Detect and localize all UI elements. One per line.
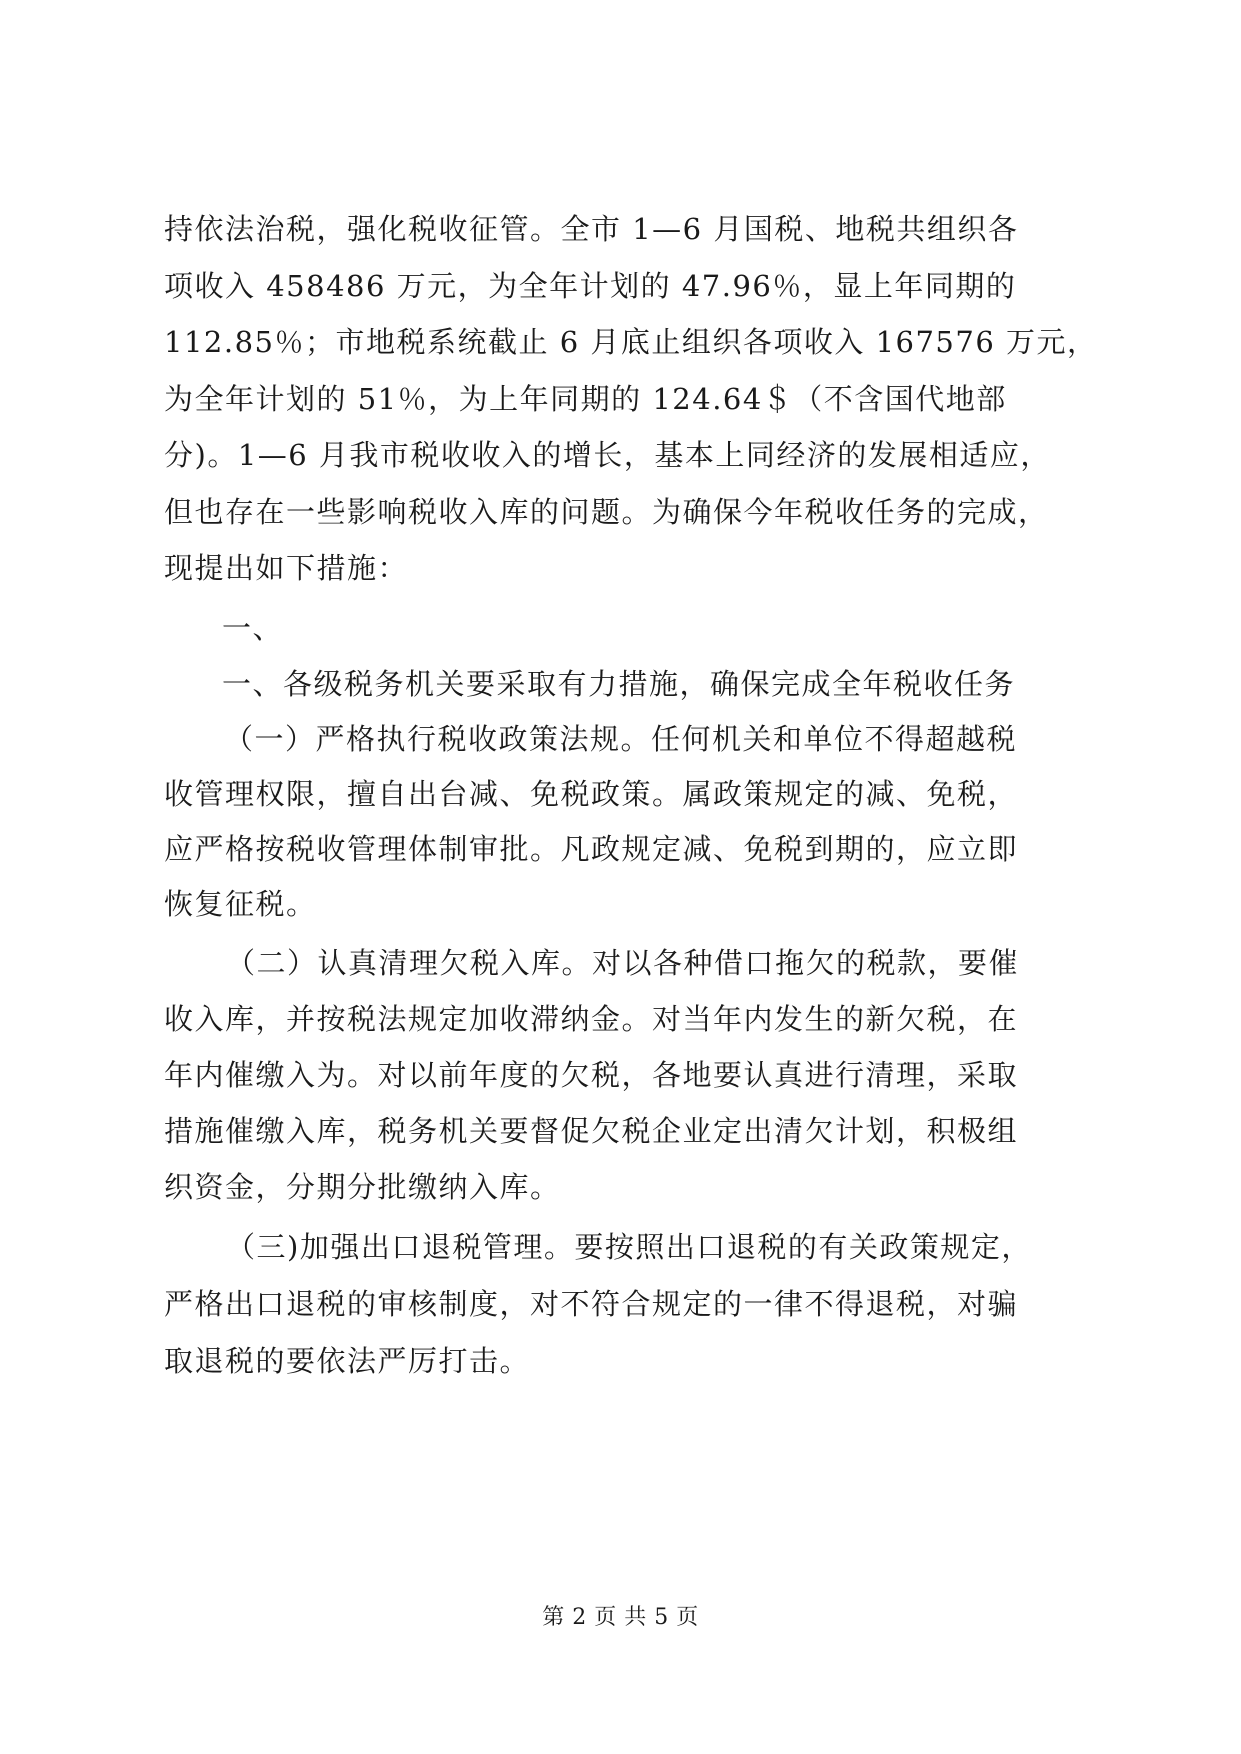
paragraph-line: 项收入 458486 万元，为全年计划的 47.96％，显上年同期的: [164, 269, 1017, 303]
paragraph-line: 收管理权限，擅自出台减、免税政策。属政策规定的减、免税，: [164, 777, 1019, 811]
paragraph-line: 织资金，分期分批缴纳入库。: [164, 1170, 561, 1204]
subsection-paragraph-line: （一）严格执行税收政策法规。任何机关和单位不得超越税: [224, 722, 1018, 756]
paragraph-line: 应严格按税收管理体制审批。凡政规定减、免税到期的，应立即: [164, 832, 1019, 866]
subsection-paragraph-line: （二）认真清理欠税入库。对以各种借口拖欠的税款，要催: [226, 946, 1020, 980]
paragraph-line: 取退税的要依法严厉打击。: [164, 1344, 531, 1378]
paragraph-line: 恢复征税。: [164, 887, 317, 921]
subsection-paragraph-line: （三)加强出口退税管理。要按照出口退税的有关政策规定，: [226, 1230, 1032, 1264]
paragraph-line: 严格出口退税的审核制度，对不符合规定的一律不得退税，对骗: [164, 1287, 1019, 1321]
paragraph-line: 年内催缴入为。对以前年度的欠税，各地要认真进行清理，采取: [164, 1058, 1019, 1092]
paragraph-line: 收入库，并按税法规定加收滞纳金。对当年内发生的新欠税，在: [164, 1002, 1019, 1036]
paragraph-line: 现提出如下措施：: [164, 551, 409, 585]
section-heading: 一、各级税务机关要采取有力措施，确保完成全年税收任务: [222, 667, 1016, 701]
page-number-footer: 第 2 页 共 5 页: [542, 1605, 699, 1630]
paragraph-line: 分)。1—6 月我市税收收入的增长，基本上同经济的发展相适应，: [164, 438, 1051, 472]
paragraph-line: 持依法治税，强化税收征管。全市 1—6 月国税、地税共组织各: [164, 212, 1019, 246]
section-number: 一、: [222, 611, 284, 645]
paragraph-line: 但也存在一些影响税收入库的问题。为确保今年税收任务的完成，: [164, 495, 1049, 529]
paragraph-line: 为全年计划的 51％，为上年同期的 124.64＄（不含国代地部: [164, 382, 1007, 416]
paragraph-line: 措施催缴入库，税务机关要督促欠税企业定出清欠计划，积极组: [164, 1114, 1019, 1148]
paragraph-line: 112.85％；市地税系统截止 6 月底止组织各项收入 167576 万元，: [164, 325, 1098, 359]
